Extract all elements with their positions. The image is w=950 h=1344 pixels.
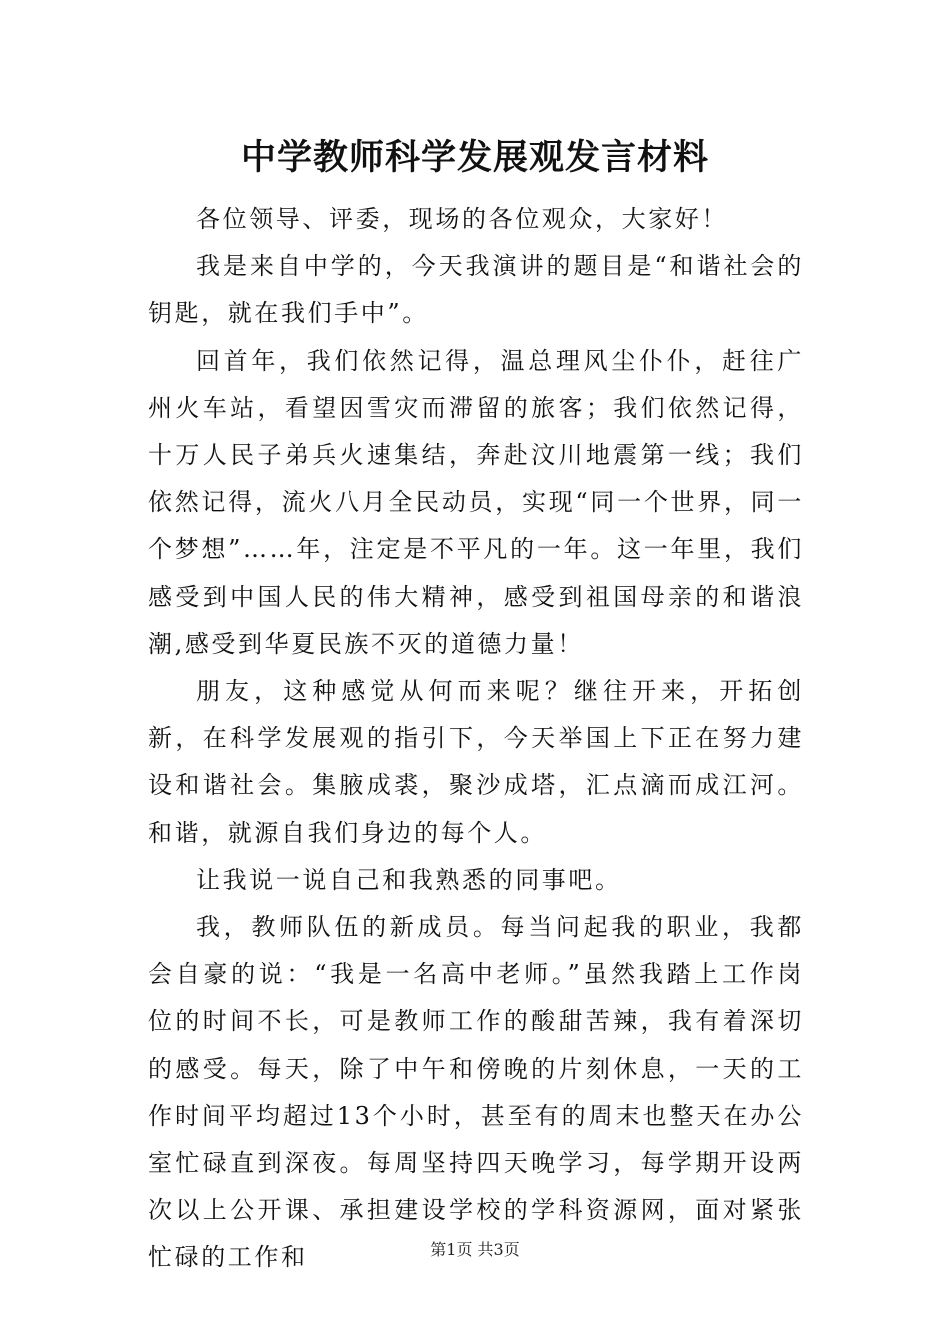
- paragraph-harmony: 朋友，这种感觉从何而来呢？继往开来，开拓创新，在科学发展观的指引下，今天举国上下正在努力建设和谐社会。集腋成裘，聚沙成塔，汇点滴而成江河。和谐，就源自我们身边的每个人。: [148, 677, 804, 847]
- page-number-footer: 第1页 共3页: [430, 1240, 520, 1259]
- document-body: [148, 196, 804, 1282]
- document-title: 中学教师科学发展观发言材料: [240, 137, 709, 178]
- paragraph-teacher: 我，教师队伍的新成员。每当问起我的职业，我都会自豪的说：“我是一名高中老师。”虽然我踏上工作岗位的时间不长，可是教师工作的酸甜苦辣，我有着深切的感受。每天，除了中午和傍晚的片刻休息，一天的工作时间平均超过13个小时，甚至有的周末也整天在办公室忙碌直到深夜。每周坚持四天晚学习，每学期开设两次以上公开课、承担建设学校的学科资源网，面对紧张忙碌的工作和: [148, 913, 804, 1272]
- paragraph-greeting: 各位领导、评委，现场的各位观众，大家好！: [196, 205, 728, 233]
- paragraph-transition: 让我说一说自己和我熟悉的同事吧。: [196, 865, 622, 894]
- paragraph-review: 回首年，我们依然记得，温总理风尘仆仆，赶往广州火车站，看望因雪灾而滞留的旅客；我们依然记得，十万人民子弟兵火速集结，奔赴汶川地震第一线；我们依然记得，流火八月全民动员，实现“同一个世界，同一个梦想”……年，注定是不平凡的一年。这一年里，我们感受到中国人民的伟大精神，感受到祖国母亲的和谐浪潮,感受到华夏民族不灭的道德力量！: [148, 346, 804, 658]
- paragraph-topic: 我是来自中学的，今天我演讲的题目是“和谐社会的钥匙，就在我们手中”。: [148, 252, 804, 328]
